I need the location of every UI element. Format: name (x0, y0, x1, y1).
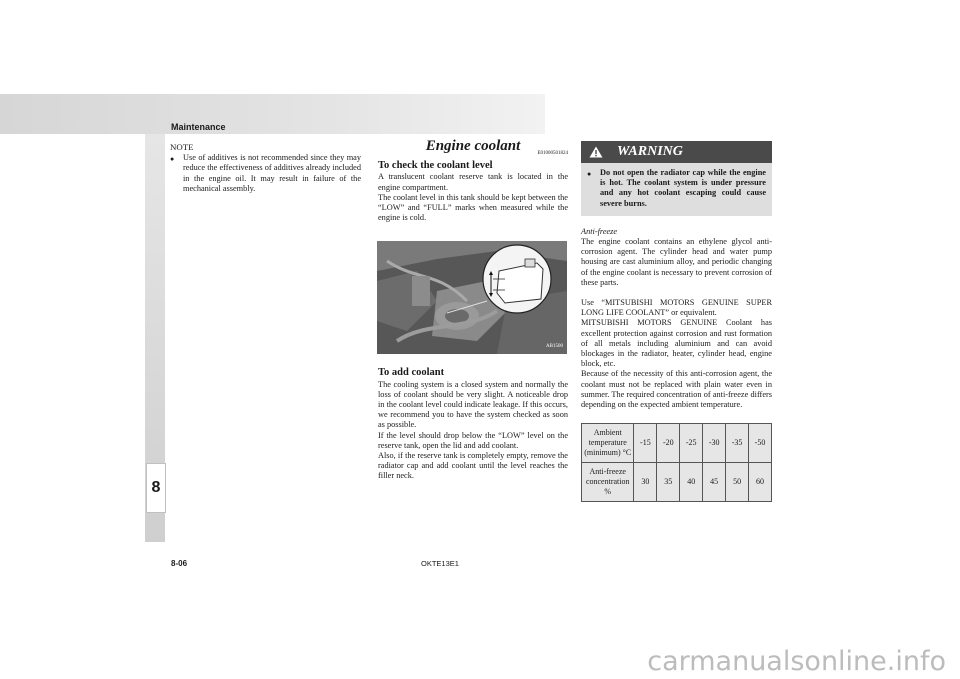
warning-triangle-icon (589, 146, 603, 158)
table-cell: 50 (726, 463, 749, 502)
add-heading: To add coolant (378, 367, 445, 379)
table-cell: 60 (749, 463, 772, 502)
warning-box (581, 141, 772, 216)
engine-illustration-svg (377, 241, 567, 354)
anti-paragraph-4: Because of the necessity of this anti-corrosion agent, the coolant must not be replaced with plain water even in summer. The required concentration of anti-freeze differs depending on the expected ambient temperature. (581, 369, 772, 410)
page-number: 8-06 (171, 559, 188, 568)
anti-paragraph-1: The engine coolant contains an ethylene glycol anti-corrosion agent. The cylinder head and water pump housing are cast aluminium alloy, and periodic changing of the engine coolant is necessary to prevent corrosion of these parts. (581, 237, 772, 287)
table-cell: -30 (703, 424, 726, 463)
title-text: Engine coolant (425, 138, 521, 154)
note-text: Use of additives is not recommended since they may reduce the effectiveness of additives already included in the engine oil. It may result in failure of the mechanical assembly. (183, 153, 361, 193)
note-title: NOTE (170, 142, 194, 152)
table-cell: 35 (657, 463, 680, 502)
warning-body (581, 163, 772, 216)
warning-text: Do not open the radiator cap while the engine is hot. The coolant system is under pressure and any hot coolant escaping could cause severe burns. (600, 168, 766, 208)
table-cell: 30 (634, 463, 657, 502)
coolant-column (378, 138, 568, 482)
note-column (170, 142, 361, 194)
note-item (170, 153, 361, 194)
figure-code: AB1500 (546, 344, 563, 350)
chapter-tab: 8 (146, 463, 166, 513)
anti-paragraph-2: Use “MITSUBISHI MOTORS GENUINE SUPER LONG LIFE COOLANT” or equivalent. (581, 298, 772, 318)
section-title: Maintenance (171, 122, 226, 132)
table-cell: -25 (680, 424, 703, 463)
bullet-icon: ● (587, 170, 592, 178)
add-paragraph-3: Also, if the reserve tank is completely empty, remove the radiator cap and add coolant until the level reaches the filler neck. (378, 451, 568, 481)
table-cell: -20 (657, 424, 680, 463)
table-cell: 45 (703, 463, 726, 502)
table-row (582, 463, 772, 502)
add-paragraph-2: If the level should drop below the “LOW” level on the reserve tank, open the lid and add coolant. (378, 430, 568, 450)
warning-header (581, 141, 772, 163)
bullet-icon: ● (170, 155, 175, 164)
anti-paragraph-3: MITSUBISHI MOTORS GENUINE Coolant has excellent protection against corrosion and rust formation of all metals including aluminium and can avoid blockages in the radiator, heater, cylinder head, engine block, etc. (581, 318, 772, 369)
table-row-label: Anti-freeze concentration % (582, 463, 634, 502)
table-cell: -35 (726, 424, 749, 463)
watermark: carmanualsonline.info (647, 646, 946, 677)
check-heading: To check the coolant level (378, 160, 493, 172)
warning-title: WARNING (617, 143, 683, 159)
anti-freeze-column (581, 141, 772, 502)
header-band (0, 94, 545, 134)
anti-freeze-heading: Anti-freeze (581, 226, 618, 236)
check-paragraph-1: A translucent coolant reserve tank is located in the engine compartment. (378, 172, 568, 192)
concentration-table (581, 423, 772, 502)
warning-item (587, 168, 766, 209)
page-title (378, 138, 568, 156)
table-cell: 40 (680, 463, 703, 502)
table-cell: -15 (634, 424, 657, 463)
table-cell: -50 (749, 424, 772, 463)
add-paragraph-1: The cooling system is a closed system and normally the loss of coolant should be very slight. A noticeable drop in the coolant level could indicate leakage. If this occurs, we recommend you to have the system checked as soon as possible. (378, 379, 568, 430)
table-row-label: Ambient temperature (minimum) °C (582, 424, 634, 463)
check-paragraph-2: The coolant level in this tank should be kept between the “LOW” and “FULL” marks when measured while the engine is cold. (378, 192, 568, 223)
engine-compartment-illustration (377, 241, 567, 354)
section-code: E01000501824 (537, 151, 568, 156)
table-row (582, 424, 772, 463)
document-code: OKTE13E1 (421, 559, 459, 568)
